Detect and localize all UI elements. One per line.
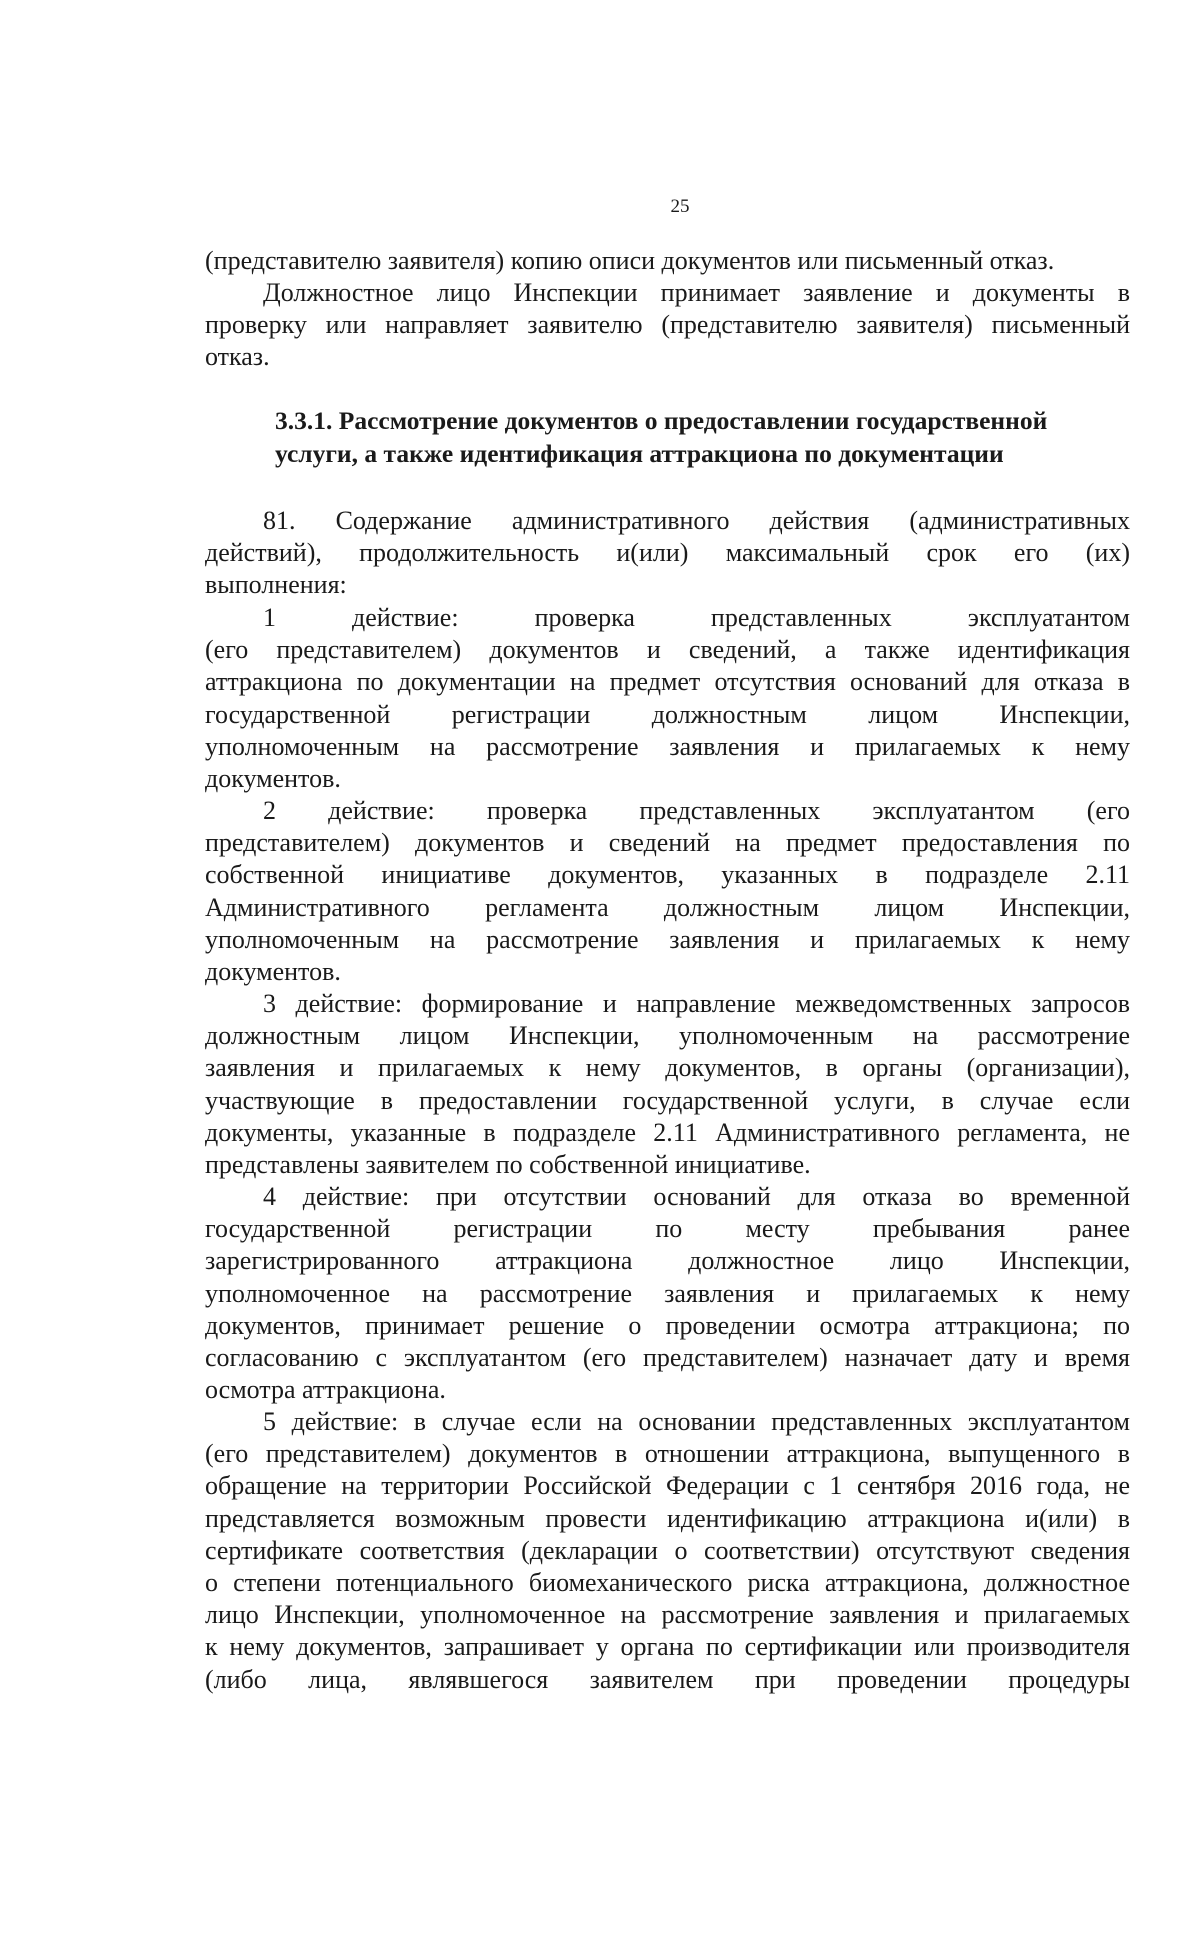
text-line: представляется возможным провести идентификацию аттракциона и(или) в <box>205 1503 1130 1533</box>
text-line: уполномоченным на рассмотрение заявления и прилагаемых к нему <box>205 731 1130 761</box>
section-heading <box>275 404 1125 470</box>
continuation-paragraph <box>205 245 1130 277</box>
text-line: (его представителем) документов и сведений, а также идентификация <box>205 635 1130 665</box>
text-line: 4 действие: при отсутствии оснований для отказа во временной <box>263 1182 1130 1211</box>
action-3-paragraph <box>205 988 1130 1181</box>
inspector-paragraph <box>205 277 1130 374</box>
action-4-paragraph <box>205 1181 1130 1406</box>
text-line: аттракциона по документации на предмет отсутствия оснований для отказа в <box>205 667 1130 697</box>
text-line: 2 действие: проверка представленных эксплуатантом (его <box>263 796 1130 825</box>
text-line: проверку или направляет заявителю (представителю заявителя) письменный <box>205 310 1130 340</box>
text-line: документов. <box>205 957 341 987</box>
page-number: 25 <box>670 196 690 217</box>
text-line: к нему документов, запрашивает у органа по сертификации или производителя <box>205 1632 1130 1662</box>
heading-line: 3.3.1. Рассмотрение документов о предоставлении государственной <box>275 406 1048 435</box>
text-line: 1 действие: проверка представленных эксплуатантом <box>263 603 1130 632</box>
item-81-paragraph <box>205 505 1130 602</box>
text-line: отказ. <box>205 342 270 372</box>
text-line: о степени потенциального биомеханического риска аттракциона, должностное <box>205 1568 1130 1598</box>
action-1-paragraph <box>205 602 1130 795</box>
text-line: государственной регистрации должностным лицом Инспекции, <box>205 699 1130 729</box>
text-line: уполномоченное на рассмотрение заявления и прилагаемых к нему <box>205 1278 1130 1308</box>
text-line: представлены заявителем по собственной инициативе. <box>205 1150 811 1180</box>
text-line: собственной инициативе документов, указанных в подразделе 2.11 <box>205 860 1130 890</box>
text-line: Административного регламента должностным лицом Инспекции, <box>205 892 1130 922</box>
text-line: сертификате соответствия (декларации о соответствии) отсутствуют сведения <box>205 1535 1130 1565</box>
heading-line: услуги, а также идентификация аттракциона по документации <box>275 439 1004 468</box>
text-line: участвующие в предоставлении государственной услуги, в случае если <box>205 1085 1130 1115</box>
text-line: документы, указанные в подразделе 2.11 Административного регламента, не <box>205 1117 1130 1147</box>
text-line: заявления и прилагаемых к нему документов, в органы (организации), <box>205 1053 1130 1083</box>
text-line: 81. Содержание административного действия (административных <box>263 506 1130 535</box>
text-line: выполнения: <box>205 570 347 600</box>
text-line: (либо лица, являвшегося заявителем при проведении процедуры <box>205 1664 1130 1694</box>
text-line: государственной регистрации по месту пребывания ранее <box>205 1214 1130 1244</box>
text-line: обращение на территории Российской Федерации с 1 сентября 2016 года, не <box>205 1471 1130 1501</box>
text-line: согласованию с эксплуатантом (его представителем) назначает дату и время <box>205 1343 1130 1373</box>
text-line: уполномоченным на рассмотрение заявления и прилагаемых к нему <box>205 924 1130 954</box>
text-line: 5 действие: в случае если на основании представленных эксплуатантом <box>263 1407 1130 1436</box>
action-5-paragraph <box>205 1406 1130 1696</box>
text-line: Должностное лицо Инспекции принимает заявление и документы в <box>263 278 1130 307</box>
text-line: должностным лицом Инспекции, уполномоченным на рассмотрение <box>205 1021 1130 1051</box>
text-line: документов. <box>205 764 341 794</box>
action-2-paragraph <box>205 795 1130 988</box>
text-line: (представителю заявителя) копию описи документов или письменный отказ. <box>205 246 1055 275</box>
text-line: документов, принимает решение о проведении осмотра аттракциона; по <box>205 1310 1130 1340</box>
text-line: 3 действие: формирование и направление межведомственных запросов <box>263 989 1130 1018</box>
text-line: действий), продолжительность и(или) максимальный срок его (их) <box>205 538 1130 568</box>
text-line: осмотра аттракциона. <box>205 1375 446 1405</box>
text-line: представителем) документов и сведений на предмет предоставления по <box>205 828 1130 858</box>
text-line: лицо Инспекции, уполномоченное на рассмотрение заявления и прилагаемых <box>205 1600 1130 1630</box>
text-line: (его представителем) документов в отношении аттракциона, выпущенного в <box>205 1439 1130 1469</box>
text-line: зарегистрированного аттракциона должностное лицо Инспекции, <box>205 1246 1130 1276</box>
